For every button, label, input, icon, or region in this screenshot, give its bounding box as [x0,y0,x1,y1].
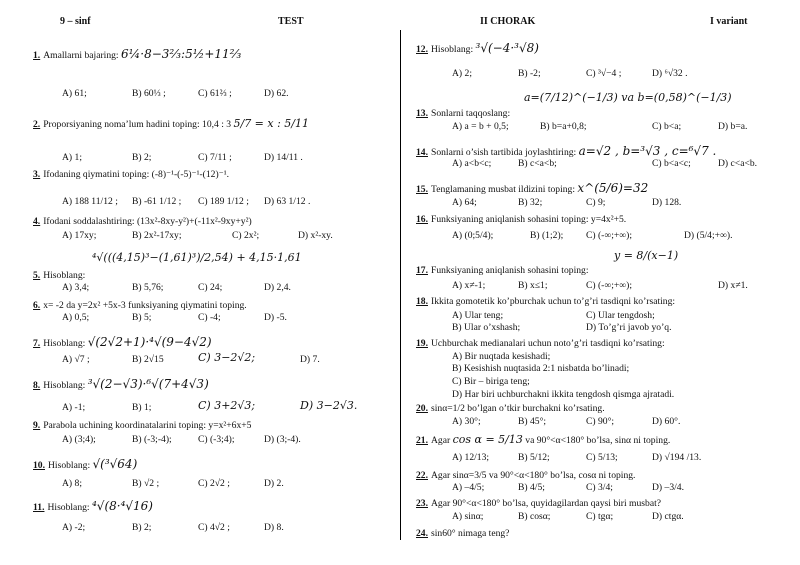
formula: ⁴√(((4,15)³−(1,61)³)/2,54) + 4,15·1,61 [92,251,302,264]
answer-option[interactable]: A) a<b<c; [452,158,492,169]
question-10: 10. Hisoblang: √(³√64) [33,457,138,471]
answer-option[interactable]: B) 1; [132,402,152,413]
answer-option[interactable]: A) Bir nuqtada kesishadi; [452,351,551,362]
answer-option[interactable]: C) ³√−4 ; [586,68,622,79]
question-11: 11. Hisoblang: ⁴√(8·⁴√16) [33,499,153,513]
column-divider [400,30,401,540]
formula: 5/7 = x : 5/11 [233,117,310,130]
answer-option[interactable]: D) ⁶√32 . [652,68,688,79]
variant-label: I variant [710,16,748,27]
answer-option[interactable]: C) 2√2 ; [198,478,230,489]
question-19: 19. Uchburchak medianalari uchun noto’g’ri tasdiqni ko’rsating: [416,338,665,349]
answer-option[interactable]: C) 2x²; [232,230,260,241]
answer-option[interactable]: C) (-∞;+∞); [586,280,632,291]
answer-option[interactable]: A) 1; [62,152,82,163]
answer-option[interactable]: B) 4/5; [518,482,545,493]
formula: ³√(2−√3)·⁶√(7+4√3) [87,377,209,391]
grade-label: 9 – sinf [60,16,91,27]
answer-option[interactable]: A) 8; [62,478,82,489]
answer-option[interactable]: A) 17xy; [62,230,97,241]
answer-option[interactable]: B) -2; [518,68,541,79]
answer-option[interactable]: A) sinα; [452,511,484,522]
answer-option[interactable]: B) 60⅓ ; [132,88,166,99]
question-15: 15. Tenglamaning musbat ildizini toping: x^(5/6)=32 [416,181,649,195]
answer-option[interactable]: B) 5; [132,312,152,323]
formula: x^(5/6)=32 [577,181,649,195]
answer-option[interactable]: A) 64; [452,197,477,208]
answer-option[interactable]: D) 14/11 . [264,152,303,163]
question-16: 16. Funksiyaning aniqlanish sohasini toping: y=4x²+5. [416,214,627,225]
answer-option[interactable]: A) -1; [62,402,86,413]
question-4: 4. Ifodani soddalashtiring: (13x²-8xy-y²)+(-11x²-9xy+y²) [33,216,252,227]
question-17: 17. Funksiyaning aniqlanish sohasini toping: [416,265,589,276]
answer-option[interactable]: B) cosα; [518,511,551,522]
answer-option[interactable]: D) (5/4;+∞). [684,230,733,241]
answer-option[interactable]: A) 30°; [452,416,481,427]
answer-option[interactable]: A) (3;4); [62,434,96,445]
formula: y = 8/(x−1) [614,249,679,262]
answer-option[interactable]: A) 2; [452,68,472,79]
answer-option[interactable]: D) x≠1. [718,280,748,291]
answer-option[interactable]: B) 2x²-17xy; [132,230,182,241]
question-8: 8. Hisoblang: ³√(2−√3)·⁶√(7+4√3) [33,377,209,391]
answer-option[interactable]: A) √7 ; [62,354,90,365]
question-24: 24. sin60° nimaga teng? [416,528,510,539]
answer-option[interactable]: A) 3,4; [62,282,90,293]
answer-option[interactable]: B) 5,76; [132,282,164,293]
answer-option[interactable]: D) 2. [264,478,284,489]
answer-option[interactable]: B) 45°; [518,416,547,427]
formula: a=(7/12)^(−1/3) va b=(0,58)^(−1/3) [524,91,732,104]
answer-option[interactable]: A) 61; [62,88,87,99]
answer-option[interactable]: C) 189 1/12 ; [198,196,249,207]
answer-option[interactable]: C) tgα; [586,511,614,522]
question-7: 7. Hisoblang: √(2√2+1)·⁴√(9−4√2) [33,335,212,349]
answer-option[interactable]: A) -2; [62,522,86,533]
answer-option[interactable]: D) 2,4. [264,282,291,293]
answer-option[interactable]: A) a = b + 0,5; [452,121,509,132]
answer-option[interactable]: D) 7. [300,354,320,365]
question-2: 2. Proporsiyaning noma’lum hadini toping: 10,4 : 3 5/7 = x : 5/11 [33,117,310,130]
answer-option[interactable]: A) (0;5/4); [452,230,494,241]
answer-option[interactable]: C) 90°; [586,416,615,427]
test-title: TEST [278,16,304,27]
answer-option[interactable]: C) 4√2 ; [198,522,230,533]
answer-option[interactable]: C) 3−2√2; [198,351,256,364]
answer-option[interactable]: B) 5/12; [518,452,550,463]
answer-option[interactable]: D) c<a<b. [718,158,758,169]
answer-option[interactable]: D) √194 /13. [652,452,702,463]
answer-option[interactable]: C) 9; [586,197,606,208]
formula: √(³√64) [92,457,138,471]
answer-option[interactable]: C) 3/4; [586,482,613,493]
answer-option[interactable]: C) b<a; [652,121,682,132]
quarter-label: II CHORAK [480,16,536,27]
formula: cos α = 5/13 [452,433,523,446]
answer-option[interactable]: A) x≠-1; [452,280,486,291]
answer-option[interactable]: B) √2 ; [132,478,160,489]
question-9: 9. Parabola uchining koordinatalarini toping: y=x²+6x+5 [33,420,252,431]
answer-option[interactable]: D) 8. [264,522,284,533]
answer-option[interactable]: C) (-3;4); [198,434,235,445]
answer-option[interactable]: B) 2; [132,152,152,163]
question-18: 18. Ikkita gomotetik ko’pburchak uchun to’g’ri tasdiqni ko’rsating: [416,296,676,307]
answer-option[interactable]: C) Ular tengdosh; [586,310,655,321]
answer-option[interactable]: D) (3;-4). [264,434,301,445]
question-21: 21. Agar cos α = 5/13 va 90°<α<180° bo’lsa, sinα ni toping. [416,433,671,446]
formula: 6¼·8−3⅔:5½+11⅔ [121,47,242,61]
answer-option[interactable]: D) 62. [264,88,289,99]
formula: √(2√2+1)·⁴√(9−4√2) [87,335,212,349]
question-22: 22. Agar sinα=3/5 va 90°<α<180° bo’lsa, cosα ni toping. [416,470,636,481]
answer-option[interactable]: C) 5/13; [586,452,618,463]
answer-option[interactable]: D) 63 1/12 . [264,196,311,207]
answer-option[interactable]: D) To’g’ri javob yo’q. [586,322,672,333]
answer-option[interactable]: B) 32; [518,197,543,208]
answer-option[interactable]: A) Ular teng; [452,310,504,321]
question-1: 1. Amallarni bajaring: 6¼·8−3⅔:5½+11⅔ [33,47,242,61]
answer-option[interactable]: C) -4; [198,312,221,323]
answer-option[interactable]: A) 12/13; [452,452,490,463]
answer-option[interactable]: B) (1;2); [530,230,564,241]
formula: ³√(−4·³√8) [475,41,539,55]
question-5: 5. Hisoblang: [33,270,86,281]
formula: a=√2 , b=³√3 , c=⁶√7 . [578,144,717,158]
answer-option[interactable]: D) 3−2√3. [300,399,358,412]
answer-option[interactable]: B) -61 1/12 ; [132,196,182,207]
formula: ⁴√(8·⁴√16) [91,499,153,513]
answer-option[interactable]: B) c<a<b; [518,158,557,169]
answer-option[interactable]: B) b=a+0,8; [540,121,587,132]
question-20: 20. sinα=1/2 bo’lgan o’tkir burchakni ko’rsating. [416,403,605,414]
answer-option[interactable]: C) 7/11 ; [198,152,232,163]
answer-option[interactable]: C) 3+2√3; [198,399,256,412]
answer-option[interactable]: B) (-3;-4); [132,434,172,445]
answer-option[interactable]: D) Har biri uchburchakni ikkita tengdosh qismga ajratadi. [452,389,675,400]
answer-option[interactable]: D) 128. [652,197,682,208]
answer-option[interactable]: D) 60°. [652,416,681,427]
answer-option[interactable]: D) –3/4. [652,482,684,493]
answer-option[interactable]: B) Ular o’xshash; [452,322,521,333]
answer-option[interactable]: B) x≤1; [518,280,548,291]
answer-option[interactable]: D) -5. [264,312,287,323]
answer-option[interactable]: C) 24; [198,282,223,293]
question-6: 6. x= -2 da y=2x² +5x-3 funksiyaning qiymatini toping. [33,300,247,311]
answer-option[interactable]: A) –4/5; [452,482,485,493]
answer-option[interactable]: B) 2; [132,522,152,533]
answer-option[interactable]: D) ctgα. [652,511,684,522]
question-12: 12. Hisoblang: ³√(−4·³√8) [416,41,539,55]
answer-option[interactable]: B) 2√15 [132,354,164,365]
answer-option[interactable]: C) 61⅔ ; [198,88,232,99]
answer-option[interactable]: B) Kesishish nuqtasida 2:1 nisbatda bo’linadi; [452,363,630,374]
answer-option[interactable]: C) (-∞;+∞); [586,230,632,241]
question-13: 13. Sonlarni taqqoslang: [416,108,511,119]
question-14: 14. Sonlarni o’sish tartibida joylashtiring: a=√2 , b=³√3 , c=⁶√7 . [416,144,717,158]
answer-option[interactable]: C) Bir – biriga teng; [452,376,530,387]
answer-option[interactable]: A) 188 11/12 ; [62,196,118,207]
question-23: 23. Agar 90°<α<180° bo’lsa, quyidagilardan qaysi biri musbat? [416,498,662,509]
answer-option[interactable]: D) b=a. [718,121,748,132]
answer-option[interactable]: A) 0,5; [62,312,90,323]
answer-option[interactable]: D) x²-xy. [298,230,333,241]
question-3: 3. Ifodaning qiymatini toping: (-8)⁻¹-(-5)⁻¹-(12)⁻¹. [33,169,230,180]
answer-option[interactable]: C) b<a<c; [652,158,691,169]
